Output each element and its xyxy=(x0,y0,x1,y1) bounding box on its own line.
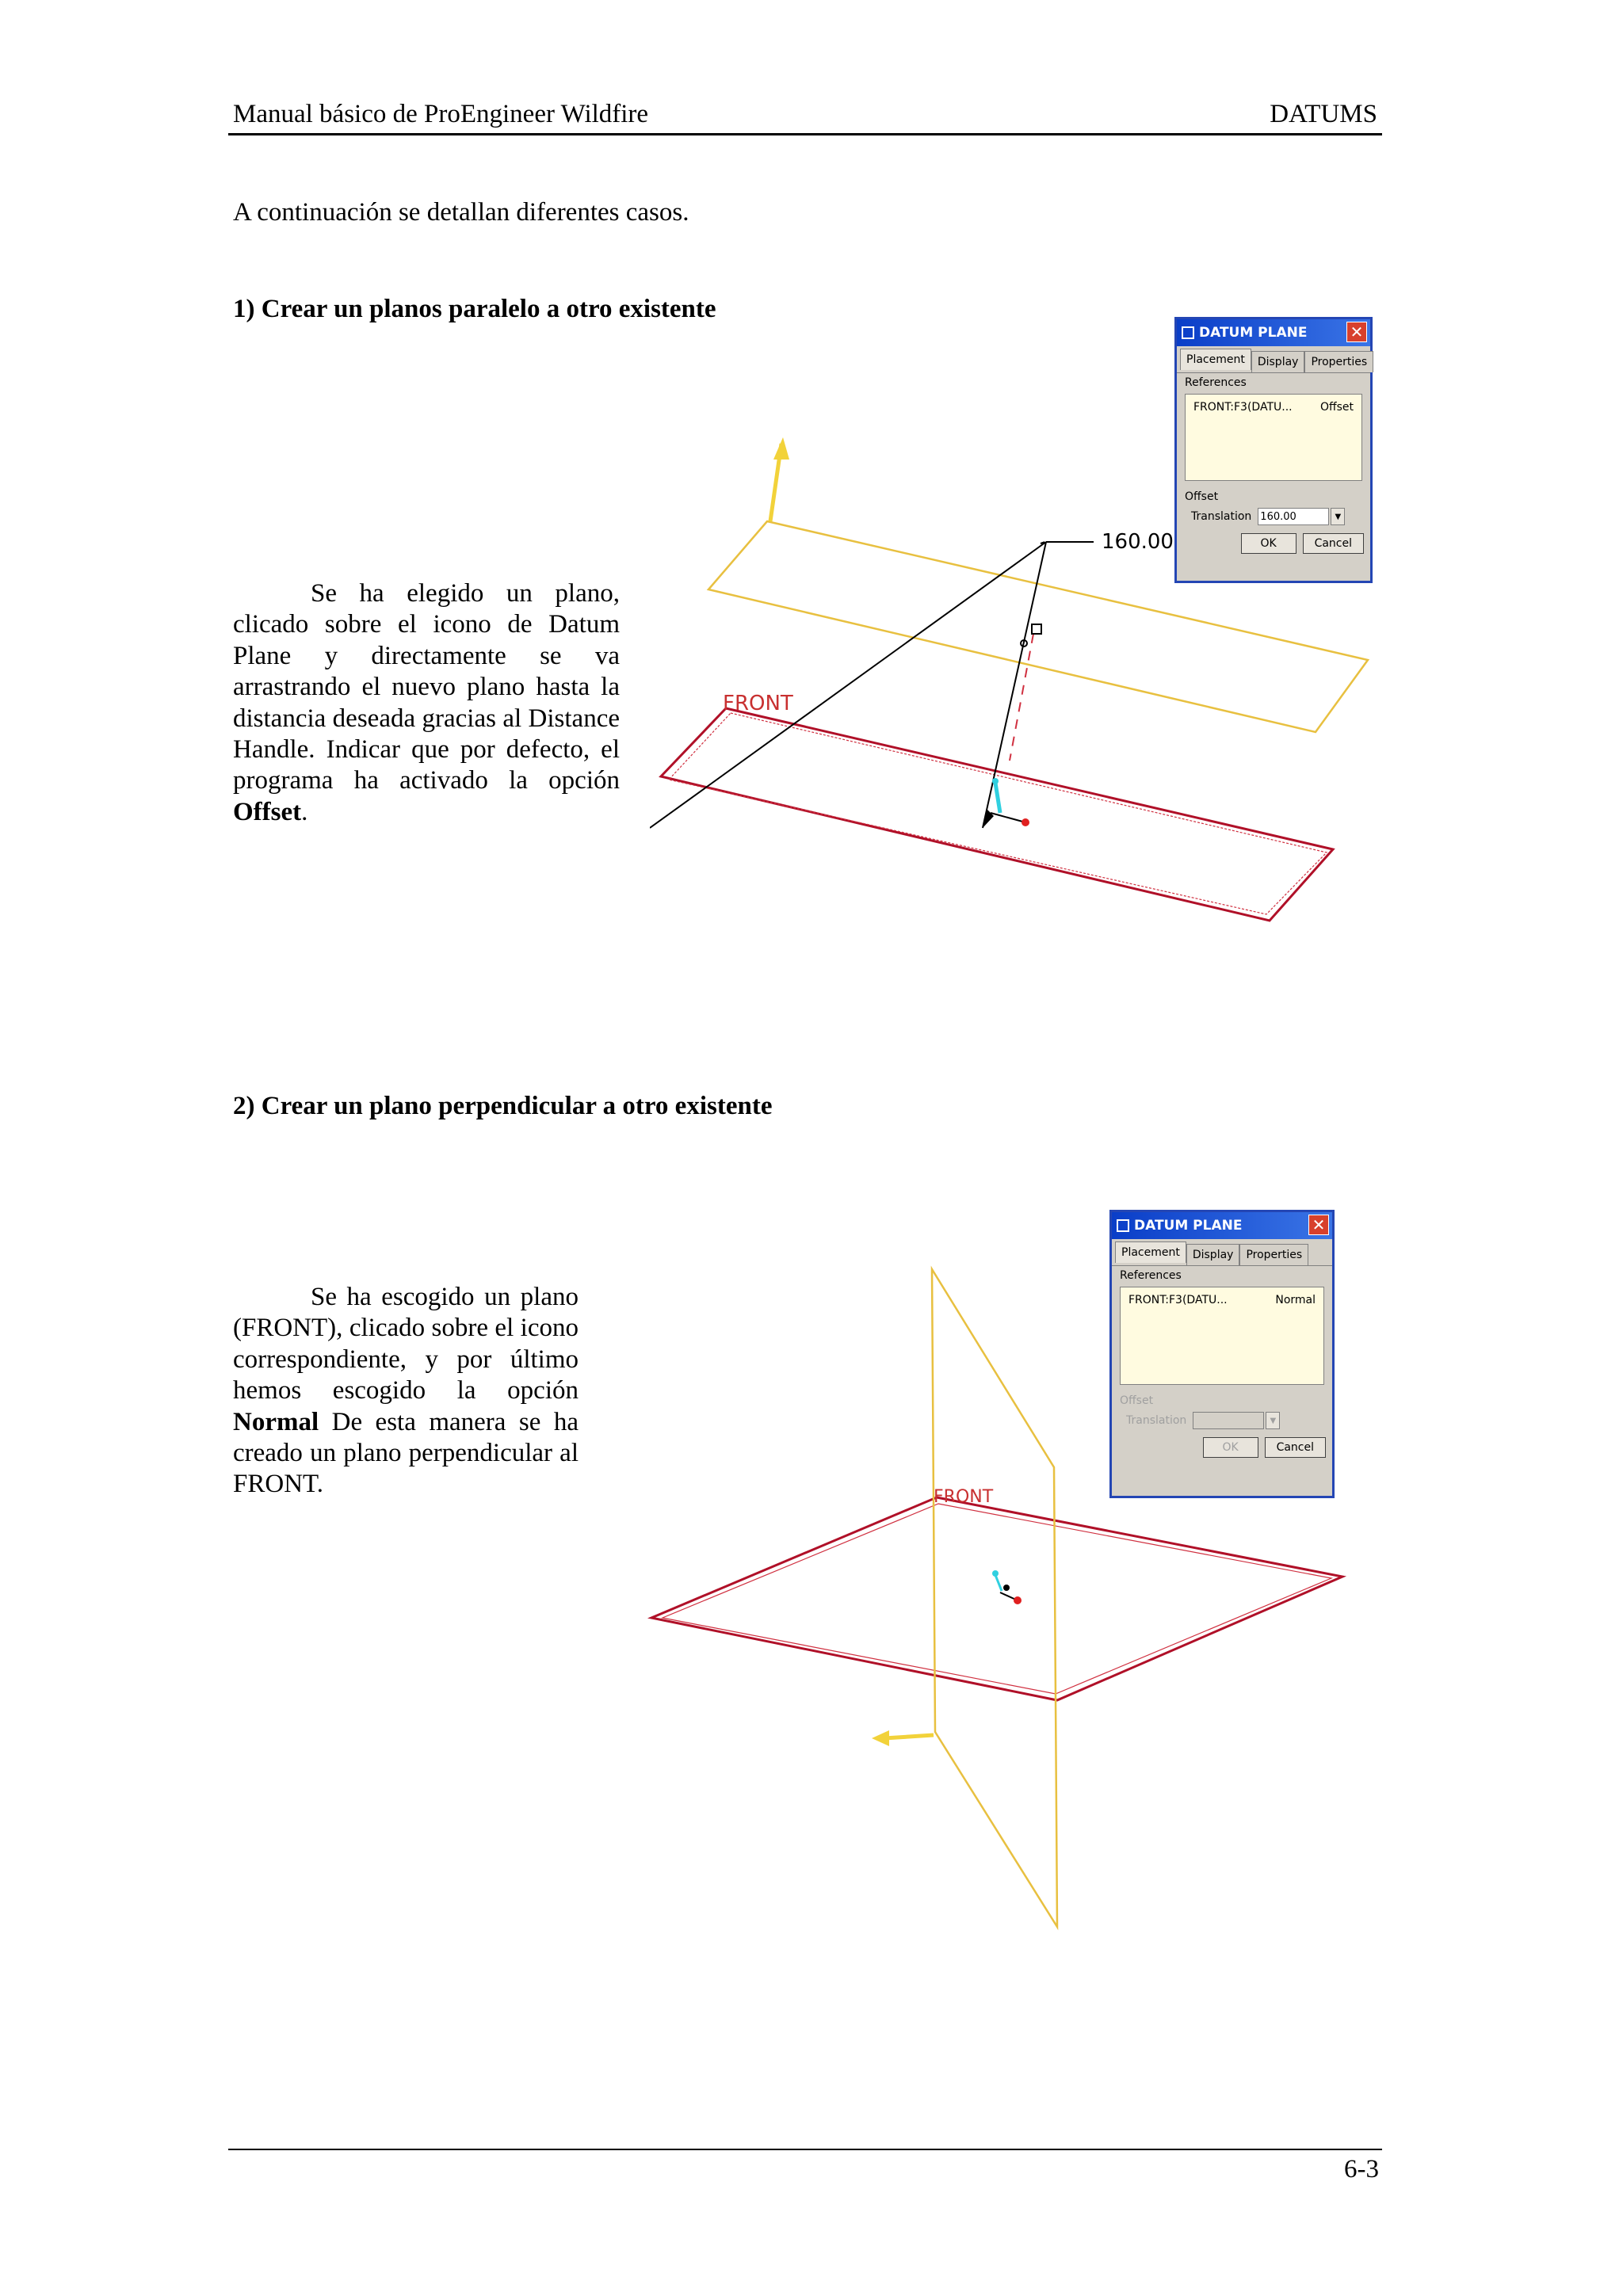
distance-handle-square xyxy=(1032,624,1041,634)
header-rule xyxy=(228,133,1382,135)
translation-row xyxy=(1112,1410,1332,1431)
reference-name[interactable]: FRONT:F3(DATU... xyxy=(1128,1294,1228,1306)
normal-direction-arrow xyxy=(884,1735,934,1738)
translation-label: Translation xyxy=(1191,510,1252,523)
section1-paragraph xyxy=(233,578,620,828)
tab-display[interactable]: Display xyxy=(1186,1244,1240,1265)
front-datum-plane-2 xyxy=(651,1497,1342,1700)
tab-display[interactable]: Display xyxy=(1251,351,1305,372)
section1-text-b: . xyxy=(301,797,308,826)
ok-button[interactable]: OK xyxy=(1241,533,1296,554)
reference-name[interactable]: FRONT:F3(DATU... xyxy=(1193,401,1293,414)
dialog2-tabs xyxy=(1112,1239,1332,1266)
normal-arrowhead xyxy=(872,1730,889,1746)
tab-placement[interactable]: Placement xyxy=(1115,1241,1186,1263)
translation-input xyxy=(1193,1412,1264,1429)
page-number: 6-3 xyxy=(1344,2155,1379,2183)
dialog1-buttons xyxy=(1177,527,1370,560)
section2-normal-term: Normal xyxy=(233,1407,319,1436)
section1-text-a: Se ha elegido un plano, clicado sobre el icono de Datum Plane y directamente se va arrastrando el nuevo plano hasta la distancia deseada gracias al Distance Handle. Indicar que por defecto, el programa ha activado la opción xyxy=(233,579,620,795)
offset-arrowhead xyxy=(773,437,789,460)
triad-x-dot xyxy=(1022,818,1029,826)
translation-input[interactable]: 160.00 xyxy=(1258,508,1329,525)
header-section: DATUMS xyxy=(1270,100,1377,128)
tab-properties[interactable]: Properties xyxy=(1239,1244,1308,1265)
dialog1-titlebar[interactable] xyxy=(1177,319,1370,346)
header-title: Manual básico de ProEngineer Wildfire xyxy=(233,100,649,128)
reference-constraint[interactable]: Offset xyxy=(1319,401,1354,414)
dimension-value: 160.00 xyxy=(1102,530,1174,554)
offset-label: Offset xyxy=(1120,1394,1154,1407)
section2-text-b: De esta manera se ha creado un plano perpendicular al FRONT. xyxy=(233,1407,579,1499)
translation-row xyxy=(1177,506,1370,527)
dialog1-tabs xyxy=(1177,346,1370,373)
references-list[interactable] xyxy=(1120,1287,1324,1385)
ok-button: OK xyxy=(1203,1437,1258,1458)
triad-y-axis xyxy=(995,783,1000,813)
dialog2-buttons xyxy=(1112,1431,1332,1464)
section2-heading: 2) Crear un plano perpendicular a otro existente xyxy=(233,1092,773,1120)
footer-rule xyxy=(228,2149,1382,2150)
datum-plane-icon xyxy=(1117,1219,1129,1232)
section1-offset-term: Offset xyxy=(233,797,302,826)
triad-y-axis-2 xyxy=(995,1575,1002,1591)
dialog2-titlebar[interactable] xyxy=(1112,1212,1332,1239)
cancel-button[interactable]: Cancel xyxy=(1265,1437,1326,1458)
reference-constraint[interactable]: Normal xyxy=(1275,1294,1316,1306)
close-icon[interactable]: ✕ xyxy=(1346,322,1367,342)
cancel-button[interactable]: Cancel xyxy=(1303,533,1364,554)
datum-plane-dialog-1 xyxy=(1174,317,1373,583)
front-plane-label: FRONT xyxy=(723,692,793,715)
section1-heading: 1) Crear un planos paralelo a otro existente xyxy=(233,295,716,323)
datum-plane-dialog-2 xyxy=(1109,1210,1335,1498)
normal-datum-plane xyxy=(932,1269,1057,1927)
triad-x-axis xyxy=(991,813,1025,822)
tab-properties[interactable]: Properties xyxy=(1304,351,1373,372)
close-icon[interactable]: ✕ xyxy=(1308,1215,1329,1235)
dialog2-title: DATUM PLANE xyxy=(1134,1218,1243,1234)
section2-text-a: Se ha escogido un plano (FRONT), clicado sobre el icono correspondiente, y por último hemos escogido la opción xyxy=(233,1283,579,1405)
offset-label: Offset xyxy=(1185,490,1219,503)
front-plane-edge-2 xyxy=(663,1504,1331,1694)
references-label: References xyxy=(1185,376,1247,389)
references-list[interactable] xyxy=(1185,394,1362,481)
front-plane-label-2: FRONT xyxy=(934,1487,994,1507)
chevron-down-icon: ▼ xyxy=(1266,1412,1280,1429)
section2-paragraph xyxy=(233,1282,579,1501)
tab-placement[interactable]: Placement xyxy=(1180,349,1251,370)
chevron-down-icon[interactable]: ▼ xyxy=(1331,508,1345,525)
references-label: References xyxy=(1120,1269,1182,1282)
intro-text: A continuación se detallan diferentes casos. xyxy=(233,198,689,227)
translation-label: Translation xyxy=(1126,1414,1187,1427)
dialog1-title: DATUM PLANE xyxy=(1199,325,1308,341)
distance-handle-line xyxy=(650,542,1046,828)
datum-plane-icon xyxy=(1182,326,1194,339)
